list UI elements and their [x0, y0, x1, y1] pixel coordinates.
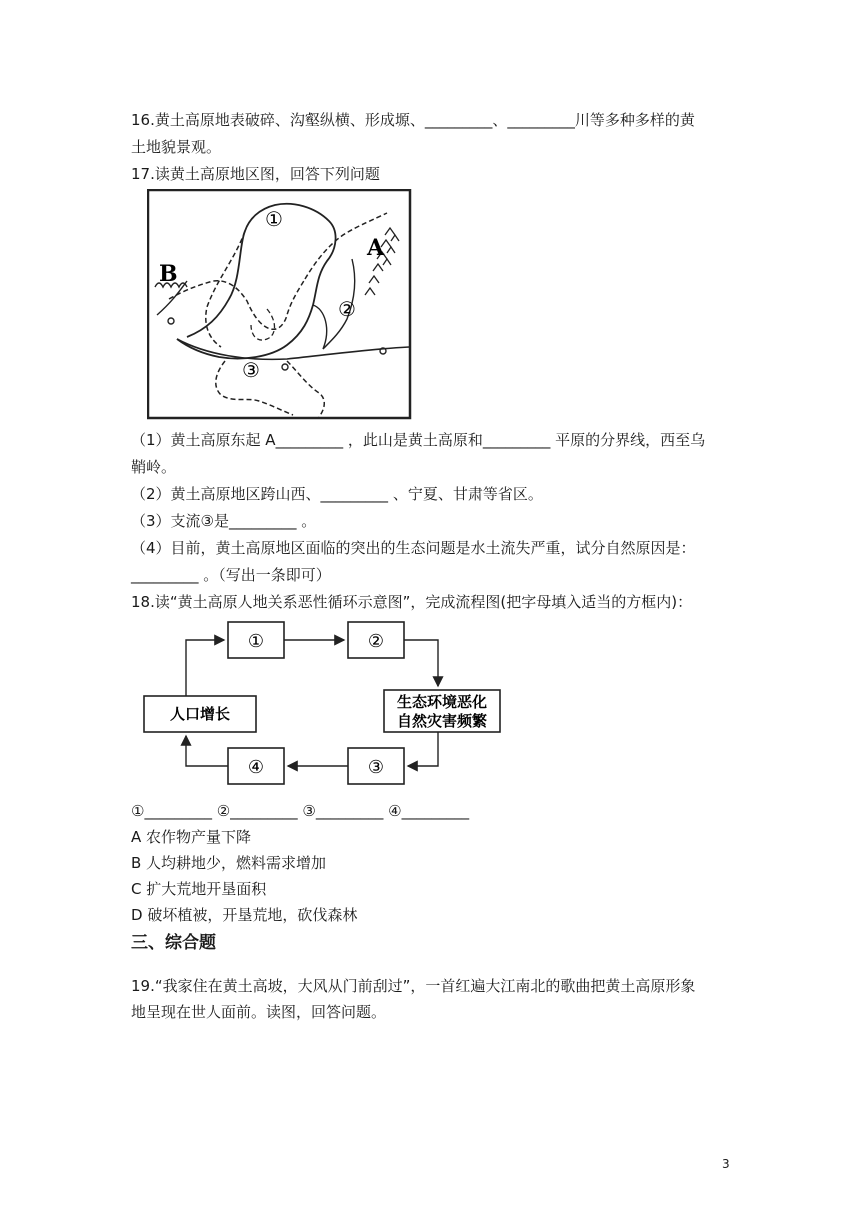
- svg-text:①: ①: [265, 207, 283, 231]
- flow-diagram: [138, 618, 508, 796]
- q16-line2: 土地貌景观。: [131, 138, 222, 156]
- map-label-b: B: [159, 261, 178, 287]
- q18-answers: ①_________ ②_________ ③_________ ④_________: [131, 802, 470, 820]
- q18-option-a: A 农作物产量下降: [131, 828, 252, 846]
- flow-eco-label-1: 生态环境恶化: [396, 693, 488, 711]
- q17-prompt: 17.读黄土高原地区图，回答下列问题: [131, 165, 380, 183]
- map-label-2: [338, 297, 356, 321]
- loess-plateau-map: [147, 189, 412, 420]
- q16-line1: 16.黄土高原地表破碎、沟壑纵横、形成塬、_________、_________川等多种多样的黄: [131, 111, 695, 129]
- flow-eco-label-2: 自然灾害频繁: [396, 712, 488, 730]
- q18-option-b: B 人均耕地少，燃料需求增加: [131, 854, 327, 872]
- svg-text:③: ③: [242, 358, 260, 382]
- q17-sub3: （3）支流③是_________ 。: [131, 512, 317, 530]
- q18-option-d: D 破坏植被，开垦荒地，砍伐森林: [131, 906, 358, 924]
- map-label-3: [242, 358, 260, 382]
- flow-box-3-label: ③: [367, 757, 385, 778]
- page-number: 3: [722, 1157, 730, 1171]
- q18-prompt: 18.读“黄土高原人地关系恶性循环示意图”，完成流程图(把字母填入适当的方框内)：: [131, 593, 693, 611]
- q17-sub2: （2）黄土高原地区跨山西、_________ 、宁夏、甘肃等省区。: [131, 485, 543, 503]
- flow-box-1-label: ①: [247, 631, 265, 652]
- flow-box-4-label: ④: [247, 757, 265, 778]
- q17-sub4-line1: （4）目前，黄土高原地区面临的突出的生态问题是水土流失严重，试分自然原因是：: [131, 539, 696, 557]
- flow-box-2-label: ②: [367, 631, 385, 652]
- q17-sub1-line1: （1）黄土高原东起 A_________ ，此山是黄土高原和_________ 平原的分界线，西至乌: [131, 431, 706, 449]
- q17-sub1-line2: 鞘岭。: [131, 458, 177, 476]
- map-label-1: [265, 207, 283, 231]
- section-heading: 三、综合题: [131, 933, 216, 953]
- q18-option-c: C 扩大荒地开垦面积: [131, 880, 267, 898]
- map-label-a: A: [367, 235, 385, 261]
- q19-line1: 19.“我家住在黄土高坡，大风从门前刮过”，一首红遍大江南北的歌曲把黄土高原形象: [131, 977, 696, 995]
- q19-line2: 地呈现在世人面前。读图，回答问题。: [131, 1003, 387, 1021]
- svg-text:②: ②: [338, 297, 356, 321]
- flow-population-label: 人口增长: [169, 705, 231, 723]
- q17-sub4-line2: _________ 。（写出一条即可）: [131, 566, 331, 584]
